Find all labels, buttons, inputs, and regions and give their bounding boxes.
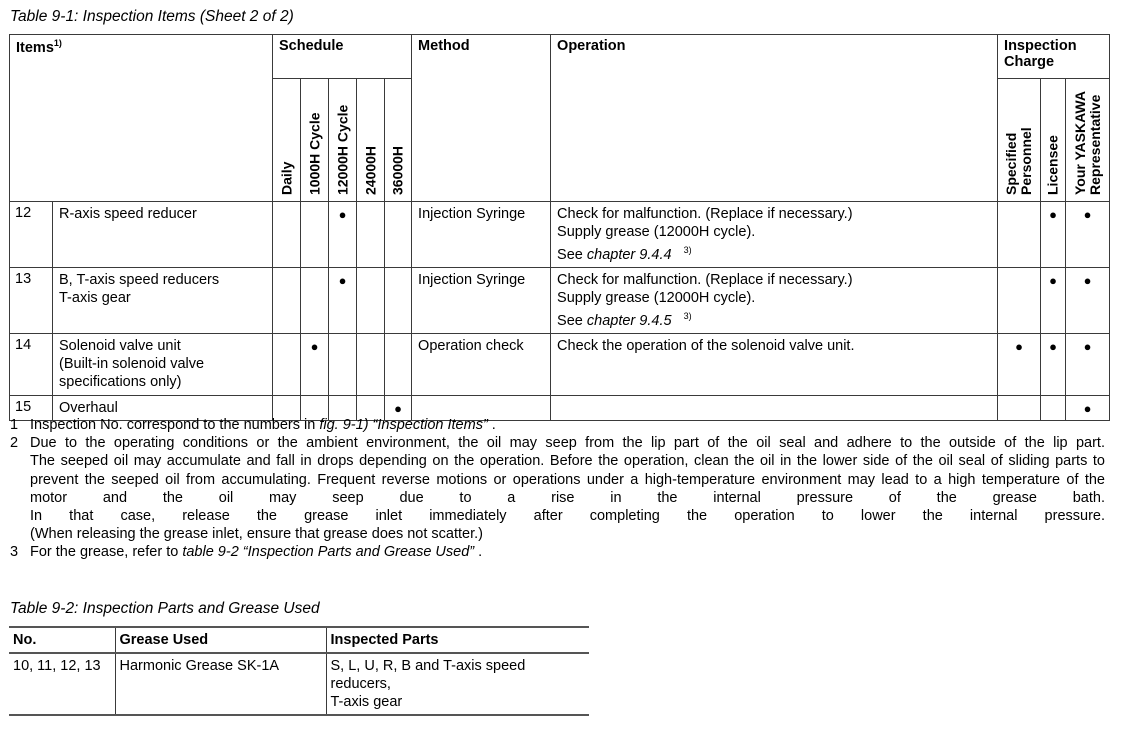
header-1000h: 1000H Cycle: [301, 79, 329, 202]
table-2-caption: Table 9-2: Inspection Parts and Grease Used: [10, 600, 320, 617]
method: Injection Syringe: [412, 202, 551, 268]
charge-mark: ●: [1066, 395, 1110, 420]
item-name: Overhaul: [53, 395, 273, 420]
item-name: B, T-axis speed reducers T-axis gear: [53, 267, 273, 333]
schedule-mark: ●: [301, 333, 329, 395]
schedule-mark: [273, 267, 301, 333]
table-row: [10, 202, 1110, 268]
header-grease-used: Grease Used: [115, 627, 326, 653]
cell-grease: Harmonic Grease SK-1A: [115, 653, 326, 715]
schedule-mark: ●: [329, 202, 357, 268]
table-row: [10, 267, 1110, 333]
schedule-mark: [273, 202, 301, 268]
footnote-1: 1 Inspection No. correspond to the numbers in fig. 9-1) “Inspection Items” .: [10, 417, 496, 433]
charge-mark: ●: [1041, 267, 1066, 333]
charge-mark: ●: [1041, 333, 1066, 395]
schedule-mark: [357, 267, 385, 333]
header-12000h: 12000H Cycle: [329, 79, 357, 202]
schedule-mark: [385, 267, 412, 333]
schedule-mark: [329, 333, 357, 395]
header-inspection-charge: Inspection Charge: [998, 35, 1110, 79]
charge-mark: [998, 202, 1041, 268]
item-number: 12: [10, 202, 53, 268]
schedule-mark: [301, 202, 329, 268]
table-row: [10, 333, 1110, 395]
table-1-caption: Table 9-1: Inspection Items (Sheet 2 of 2): [10, 8, 294, 25]
inspection-items-table: [9, 34, 1110, 421]
header-daily: Daily: [273, 79, 301, 202]
header-specified-personnel: Specified Personnel: [998, 79, 1041, 202]
header-36000h: 36000H: [385, 79, 412, 202]
charge-mark: ●: [1041, 202, 1066, 268]
table-row: [9, 653, 589, 715]
charge-mark: [998, 267, 1041, 333]
header-licensee: Licensee: [1041, 79, 1066, 202]
schedule-mark: ●: [329, 267, 357, 333]
cell-no: 10, 11, 12, 13: [13, 658, 101, 674]
method: Injection Syringe: [412, 267, 551, 333]
footnotes: [10, 416, 1105, 562]
item-number: 14: [10, 333, 53, 395]
header-method: Method: [412, 35, 551, 202]
grease-table: [9, 626, 589, 716]
item-name: R-axis speed reducer: [53, 202, 273, 268]
header-inspected-parts: Inspected Parts: [326, 627, 589, 653]
operation: Check the operation of the solenoid valve unit.: [551, 333, 998, 395]
cell-parts: S, L, U, R, B and T-axis speed reducers, T-axis gear: [326, 653, 589, 715]
header-no: No.: [13, 632, 37, 648]
item-number: 15: [10, 395, 53, 420]
schedule-mark: ●: [385, 395, 412, 420]
footnote-2: 2 Due to the operating conditions or the ambient environment, the oil may seep from the lip part of the oil seal and adhere to the outside of the lip part. The seeped oil may accumulate and fall in drops depending on the operation. Before the operation, clean the oil in the lower side of the oil seal of sliding parts to prevent the seeped oil from accumulating. Frequent reverse motions or operations under a high-temperature environment may lead to a high temperature of the motor and the oil may seep due to a rise in the internal pressure of the grease bath. In that case, release the grease inlet immediately after completing the operation to lower the internal pressure. (When releasing the grease inlet, ensure that grease does not scatter.): [10, 435, 1105, 543]
charge-mark: ●: [998, 333, 1041, 395]
operation: Check for malfunction. (Replace if necessary.) Supply grease (12000H cycle). See chapter 9.4.5 $^{3)}$: [551, 267, 998, 333]
charge-mark: ●: [1066, 333, 1110, 395]
item-name: Solenoid valve unit (Built-in solenoid valve specifications only): [53, 333, 273, 395]
schedule-mark: [357, 333, 385, 395]
schedule-mark: [385, 202, 412, 268]
footnote-3: 3 For the grease, refer to table 9-2 “Inspection Parts and Grease Used” .: [10, 544, 483, 561]
item-number: 13: [10, 267, 53, 333]
header-operation: Operation: [551, 35, 998, 202]
operation: Check for malfunction. (Replace if necessary.) Supply grease (12000H cycle). See chapter 9.4.4 $^{3)}$: [551, 202, 998, 268]
schedule-mark: [301, 267, 329, 333]
schedule-mark: [357, 202, 385, 268]
charge-mark: ●: [1066, 202, 1110, 268]
schedule-mark: [273, 333, 301, 395]
header-yaskawa-rep: Your YASKAWA Representative: [1066, 79, 1110, 202]
header-items: Items$^{1)}$: [10, 35, 273, 202]
charge-mark: ●: [1066, 267, 1110, 333]
header-schedule: Schedule: [273, 35, 412, 79]
schedule-mark: [385, 333, 412, 395]
method: Operation check: [412, 333, 551, 395]
header-24000h: 24000H: [357, 79, 385, 202]
